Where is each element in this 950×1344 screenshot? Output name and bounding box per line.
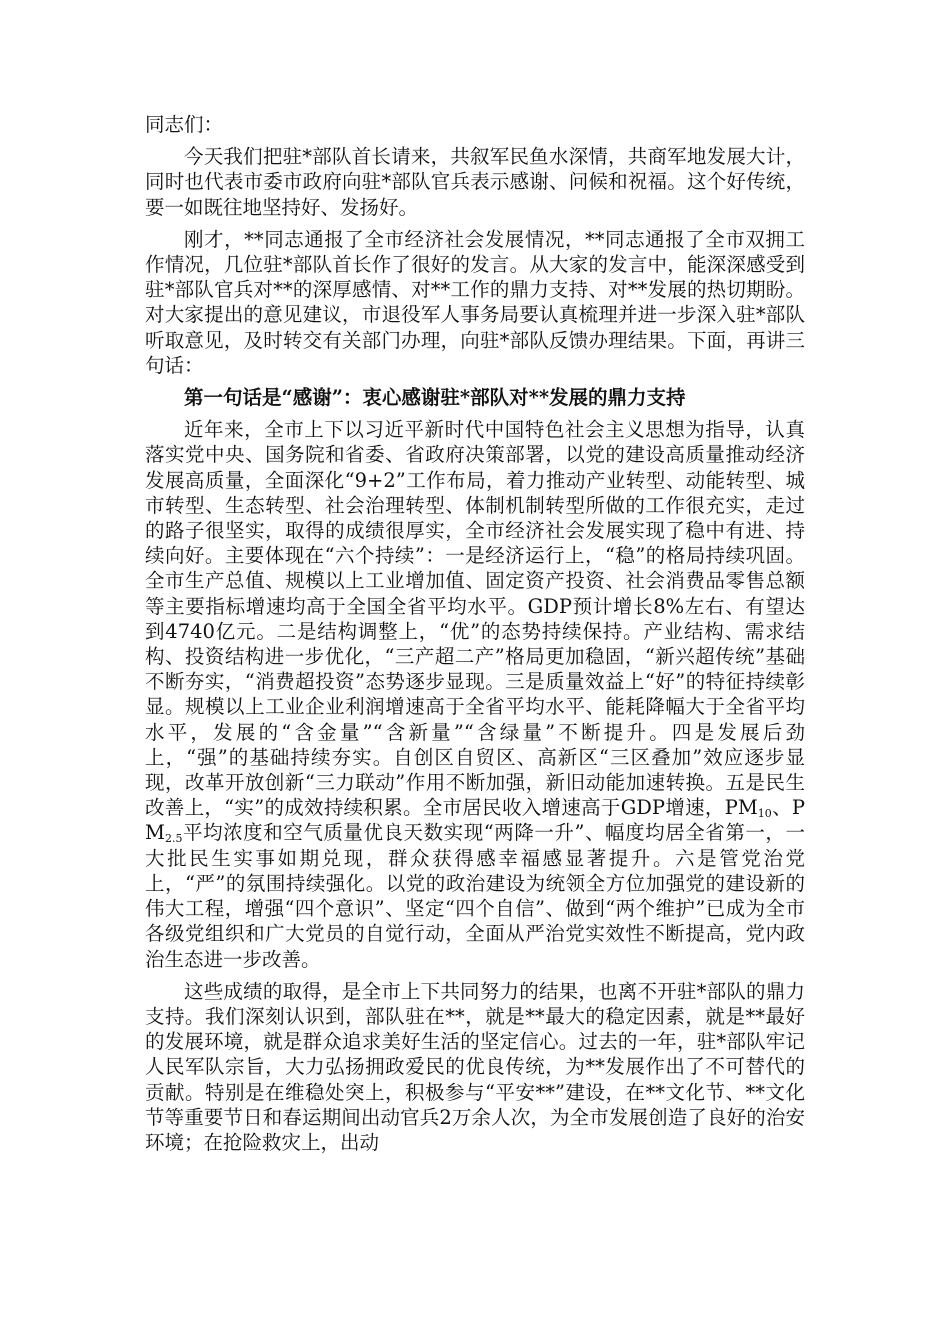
paragraph-reports: 刚才，**同志通报了全市经济社会发展情况，**同志通报了全市双拥工作情况，几位驻*部队首长作了很好的发言。从大家的发言中，能深深感受到驻*部队官兵对**的深厚感情、对**工作的鼎力支持、对**发展的热切期盼。对大家提出的意见建议，市退役军人事务局要认真梳理并进一步深入驻*部队听取意见，及时转交有关部门办理，向驻*部队反馈办理结果。下面，再讲三句话： (145, 227, 805, 377)
paragraph-achievements (145, 417, 805, 971)
achievements-text-part2: 平均浓度和空气质量优良天数实现“两降一升”、幅度均居全省第一，一大批民生实事如期兑现，群众获得感幸福感显著提升。六是管党治党上，“严”的氛围持续强化。以党的政治建设为统领全方位加强党的建设新的伟大工程，增强“四个意识”、坚定“四个自信”、做到“两个维护”已成为全市各级党组织和广大党员的自觉行动，全面从严治党实效性不断提高，党内政治生态进一步改善。 (145, 821, 805, 971)
paragraph-opening: 今天我们把驻*部队首长请来，共叙军民鱼水深情，共商军地发展大计，同时也代表市委市政府向驻*部队官兵表示感谢、问候和祝福。这个好传统，要一如既往地坚持好、发扬好。 (145, 145, 805, 219)
section-heading-thanks: 第一句话是“感谢”：衷心感谢驻*部队对**发展的鼎力支持 (184, 386, 686, 410)
achievements-text-mid: 、PM (145, 796, 805, 845)
achievements-text-part1: 近年来，全市上下以习近平新时代中国特色社会主义思想为指导，认真落实党中央、国务院和省委、省政府决策部署，以党的建设高质量推动经济发展高质量，全面深化“9+2”工作布局，着力推动产业转型、动能转型、城市转型、生态转型、社会治理转型、体制机制转型所做的工作很充实，走过的路子很坚实，取得的成绩很厚实，全市经济社会发展实现了稳中有进、持续向好。主要体现在“六个持续”：一是经济运行上，“稳”的格局持续巩固。全市生产总值、规模以上工业增加值、固定资产投资、社会消费品零售总额等主要指标增速均高于全国全省平均水平。GDP预计增长8%左右、有望达到4740亿元。二是结构调整上，“优”的态势持续保持。产业结构、需求结构、投资结构进一步优化，“三产超二产”格局更加稳固，“新兴超传统”基础不断夯实，“消费超投资”态势逐步显现。三是质量效益上“好”的特征持续彰显。规模以上工业企业利润增速高于全省平均水平、能耗降幅大于全省平均水平，发展的“含金量”“含新量”“含绿量”不断提升。四是发展后劲上，“强”的基础持续夯实。自创区自贸区、高新区“三区叠加”效应逐步显现，改革开放创新“三力联动”作用不断加强，新旧动能加速转换。五是民生改善上，“实”的成效持续积累。全市居民收入增速高于GDP增速，PM (145, 418, 805, 820)
document-page (145, 112, 805, 1155)
paragraph-army-support: 这些成绩的取得，是全市上下共同努力的结果，也离不开驻*部队的鼎力支持。我们深刻认识到，部队驻在**，就是**最大的稳定因素，就是**最好的发展环境，就是群众追求美好生活的坚定信心。过去的一年，驻*部队牢记人民军队宗旨，大力弘扬拥政爱民的优良传统，为**发展作出了不可替代的贡献。特别是在维稳处突上，积极参与“平安**”建设，在**文化节、**文化节等重要节日和春运期间出动官兵2万余人次，为全市发展创造了良好的治安环境；在抢险救灾上，出动 (145, 979, 805, 1154)
pm10-subscript: 10 (757, 807, 772, 821)
salutation: 同志们： (145, 113, 224, 136)
pm25-subscript: 2.5 (164, 832, 183, 846)
